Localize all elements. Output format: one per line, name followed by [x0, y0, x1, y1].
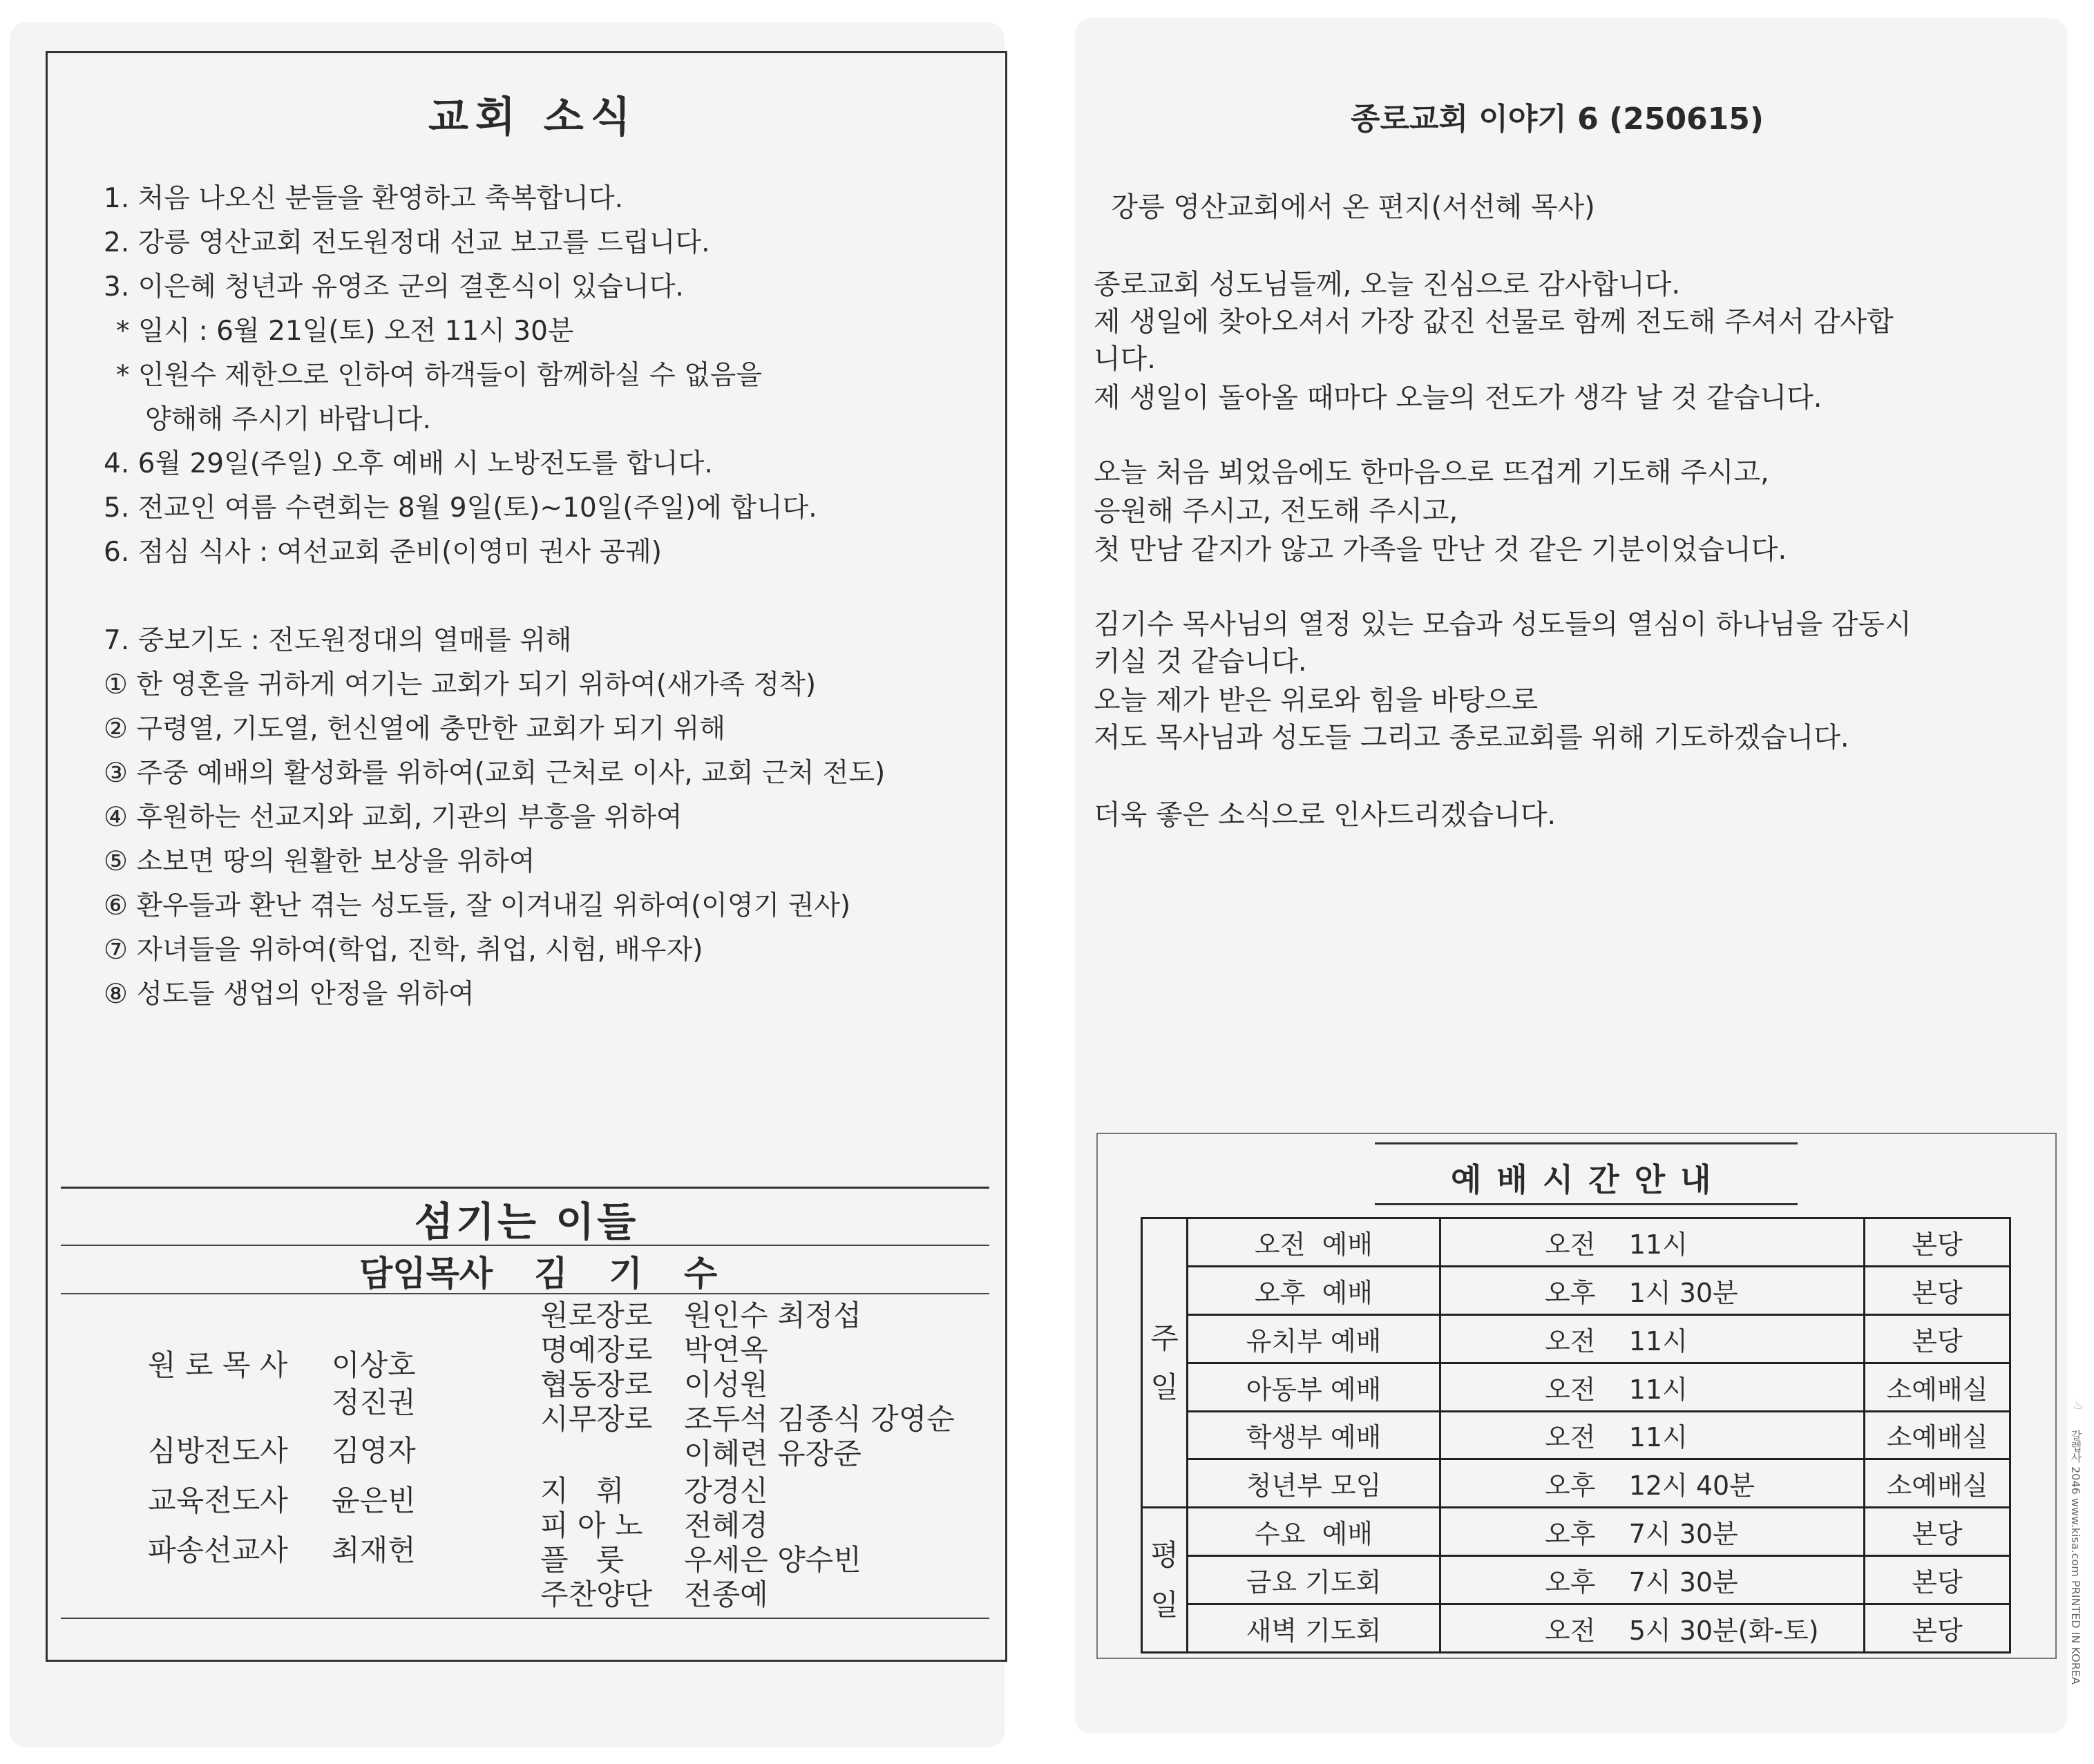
news-line: * 일시 : 6월 21일(토) 오전 11시 30분 [116, 316, 574, 347]
staff-name: 이혜련 유장준 [684, 1437, 862, 1470]
service-time: 오후 12시 40분 [1440, 1459, 1865, 1508]
role-label: 협동장로 [540, 1368, 653, 1401]
service-time: 오전 11시 [1440, 1218, 1865, 1267]
letter-line: 첫 만남 같지가 않고 가족을 만난 것 같은 기분이었습니다. [1094, 534, 1787, 566]
prayer-item: ② 구령열, 기도열, 헌신열에 충만한 교회가 되기 위해 [104, 713, 726, 745]
news-line: 4. 6월 29일(주일) 오후 예배 시 노방전도를 합니다. [104, 448, 713, 479]
news-line: 5. 전교인 여름 수련회는 8월 9일(토)~10일(주일)에 합니다. [104, 492, 817, 524]
group-char: 평 [1150, 1538, 1179, 1573]
letter-line: 더욱 좋은 소식으로 인사드리겠습니다. [1094, 799, 1557, 831]
senior-pastor-role: 담임목사 [359, 1254, 493, 1294]
service-name: 오전 예배 [1188, 1218, 1440, 1267]
staff-name: 최재헌 [332, 1533, 416, 1567]
worship-schedule-table [1141, 1217, 2011, 1653]
service-place: 본당 [1865, 1314, 2010, 1363]
service-name: 청년부 모임 [1188, 1459, 1440, 1508]
table-row [1142, 1556, 2010, 1604]
worship-title: 예배시간안내 [1451, 1161, 1726, 1198]
news-line: 6. 점심 식사 : 여선교회 준비(이영미 권사 공궤) [104, 537, 663, 568]
role-label: 원로장로 [540, 1298, 653, 1332]
table-row [1142, 1459, 2010, 1508]
senior-pastor-name: 김 [534, 1254, 568, 1294]
printer-imprint: 갈렙사 2046 www.kisa.com PRINTED IN KOREA [2069, 1430, 2082, 1685]
service-name: 금요 기도회 [1188, 1556, 1440, 1604]
news-line: 1. 처음 나오신 분들을 환영하고 축복합니다. [104, 183, 624, 214]
service-name: 학생부 예배 [1188, 1411, 1440, 1459]
service-place: 소예배실 [1865, 1459, 2010, 1508]
news-line: * 인원수 제한으로 인하여 하객들이 함께하실 수 없음을 [116, 360, 763, 391]
news-line: 양해해 주시기 바랍니다. [145, 404, 431, 435]
divider [61, 1293, 989, 1294]
news-line: 2. 강릉 영산교회 전도원정대 선교 보고를 드립니다. [104, 227, 710, 258]
group-char: 주 [1150, 1321, 1179, 1355]
service-time: 오전 11시 [1440, 1314, 1865, 1363]
staff-name: 전종예 [684, 1578, 768, 1611]
service-name: 수요 예배 [1188, 1508, 1440, 1556]
letter-line: 응원해 주시고, 전도해 주시고, [1094, 495, 1458, 527]
senior-pastor [359, 1246, 717, 1296]
staff-name: 이상호 [332, 1348, 416, 1382]
staff-name: 우세은 양수빈 [684, 1543, 862, 1577]
service-time: 오전 11시 [1440, 1363, 1865, 1411]
service-place: 소예배실 [1865, 1363, 2010, 1411]
table-row [1142, 1604, 2010, 1653]
service-place: 본당 [1865, 1604, 2010, 1653]
story-title: 종로교회 이야기 6 (250615) [1351, 102, 1764, 137]
staff-name: 정진권 [332, 1386, 416, 1419]
role-label: 원 로 목 사 [148, 1348, 288, 1382]
divider [1375, 1142, 1798, 1144]
prayer-item: ⑥ 환우들과 환난 겪는 성도들, 잘 이겨내길 위하여(이영기 권사) [104, 890, 851, 921]
printer-logo-icon: ♨ [2073, 1398, 2084, 1412]
role-label: 플 룻 [540, 1543, 625, 1577]
group-char: 일 [1150, 1370, 1179, 1405]
role-label: 파송선교사 [148, 1533, 288, 1567]
service-place: 본당 [1865, 1556, 2010, 1604]
senior-pastor-name: 기 [609, 1254, 643, 1294]
staff-name: 박연옥 [684, 1333, 768, 1367]
prayer-item: ③ 주중 예배의 활성화를 위하여(교회 근처로 이사, 교회 근처 전도) [104, 758, 886, 789]
group-char: 일 [1150, 1587, 1179, 1622]
letter-heading: 강릉 영산교회에서 온 편지(서선혜 목사) [1094, 191, 1595, 223]
letter-line: 니다. [1094, 343, 1156, 375]
staff-name: 강경신 [684, 1474, 768, 1508]
servants-title: 섬기는 이들 [415, 1198, 639, 1245]
letter-line: 키실 것 같습니다. [1094, 646, 1307, 678]
role-label: 심방전도사 [148, 1434, 288, 1468]
service-name: 오후 예배 [1188, 1266, 1440, 1314]
letter-line: 오늘 제가 받은 위로와 힘을 바탕으로 [1094, 684, 1539, 716]
group-sunday [1142, 1218, 1188, 1508]
role-label: 피 아 노 [540, 1508, 643, 1542]
role-label: 교육전도사 [148, 1484, 288, 1517]
service-name: 새벽 기도회 [1188, 1604, 1440, 1653]
service-place: 본당 [1865, 1218, 2010, 1267]
letter-line: 제 생일이 돌아올 때마다 오늘의 전도가 생각 날 것 같습니다. [1094, 382, 1822, 414]
prayer-item: ⑧ 성도들 생업의 안정을 위하여 [104, 979, 475, 1010]
table-row [1142, 1411, 2010, 1459]
service-name: 유치부 예배 [1188, 1314, 1440, 1363]
divider [61, 1618, 989, 1619]
group-weekday [1142, 1508, 1188, 1653]
service-name: 아동부 예배 [1188, 1363, 1440, 1411]
role-label: 지 휘 [540, 1474, 625, 1508]
table-row [1142, 1266, 2010, 1314]
staff-name: 원인수 최정섭 [684, 1298, 862, 1332]
divider [61, 1187, 989, 1189]
staff-name: 윤은빈 [332, 1484, 416, 1517]
letter-line: 저도 목사님과 성도들 그리고 종로교회를 위해 기도하겠습니다. [1094, 722, 1849, 754]
service-place: 본당 [1865, 1508, 2010, 1556]
role-label: 명예장로 [540, 1333, 653, 1367]
divider [1375, 1203, 1798, 1205]
news-line: 7. 중보기도 : 전도원정대의 열매를 위해 [104, 625, 572, 656]
prayer-item: ④ 후원하는 선교지와 교회, 기관의 부흥을 위하여 [104, 802, 683, 833]
prayer-item: ① 한 영혼을 귀하게 여기는 교회가 되기 위하여(새가족 정착) [104, 669, 817, 700]
prayer-item: ⑦ 자녀들을 위하여(학업, 진학, 취업, 시험, 배우자) [104, 934, 703, 966]
staff-name: 이성원 [684, 1368, 768, 1401]
service-place: 소예배실 [1865, 1411, 2010, 1459]
service-time: 오후 7시 30분 [1440, 1508, 1865, 1556]
staff-name: 조두석 김종식 강영순 [684, 1402, 955, 1436]
letter-line: 제 생일에 찾아오셔서 가장 값진 선물로 함께 전도해 주셔서 감사합 [1094, 306, 1894, 338]
role-label: 시무장로 [540, 1402, 653, 1436]
table-row [1142, 1363, 2010, 1411]
letter-line: 종로교회 성도님들께, 오늘 진심으로 감사합니다. [1094, 269, 1681, 300]
staff-name: 전혜경 [684, 1508, 768, 1542]
service-time: 오후 7시 30분 [1440, 1556, 1865, 1604]
service-place: 본당 [1865, 1266, 2010, 1314]
staff-name: 김영자 [332, 1434, 416, 1468]
role-label: 주찬양단 [540, 1578, 653, 1611]
news-line: 3. 이은혜 청년과 유영조 군의 결혼식이 있습니다. [104, 271, 684, 303]
service-time: 오후 1시 30분 [1440, 1266, 1865, 1314]
service-time: 오전 5시 30분(화-토) [1440, 1604, 1865, 1653]
letter-line: 김기수 목사님의 열정 있는 모습과 성도들의 열심이 하나님을 감동시 [1094, 608, 1912, 640]
prayer-item: ⑤ 소보면 땅의 원활한 보상을 위하여 [104, 846, 535, 877]
letter-line: 오늘 처음 뵈었음에도 한마음으로 뜨겁게 기도해 주시고, [1094, 457, 1769, 488]
table-row [1142, 1218, 2010, 1267]
table-row [1142, 1508, 2010, 1556]
senior-pastor-name: 수 [683, 1254, 718, 1294]
service-time: 오전 11시 [1440, 1411, 1865, 1459]
table-row [1142, 1314, 2010, 1363]
church-news-title: 교회 소식 [428, 93, 638, 142]
